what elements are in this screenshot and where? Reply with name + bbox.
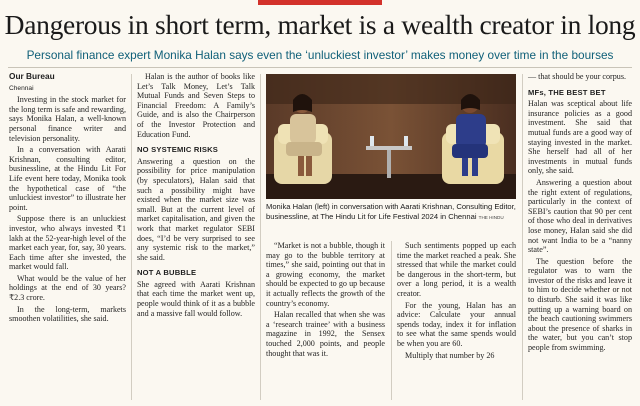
- paragraph: Answering a question about the right extent of regulations, particularly in the context of SEBI’s caution that 90 per cent of those who deal in derivatives lose money, Halan said she did not want India to be a “nanny state”.: [528, 177, 632, 255]
- article-column-5: [528, 72, 632, 353]
- paragraph: “Market is not a bubble, though it may go to the bubble territory at times,” she said, pointing out that in a growing economy, the market should be expected to go up because it actually reflects the growth of the country’s economy.: [266, 241, 385, 308]
- column-divider: [131, 74, 132, 400]
- article-column-1: [9, 72, 126, 324]
- paragraph: Such sentiments popped up each time the market reached a peak. She stressed that while the market could be dangerous in the short-term, but over a long period, it is a wealth creator.: [397, 241, 516, 298]
- paragraph: Suppose there is an unluckiest investor, who always invested ₹1 lakh at the 52-year-high level of the market each year, for, say, 30 years. Each time after she invested, the market would fall.: [9, 214, 126, 272]
- paragraph: Halan is the author of books like Let’s Talk Money, Let’s Talk Mutual Funds and Seven Steps to Financial Freedom: A Family’s Guide, and is also the Chairperson of the Investor Protection and Education Fund.: [137, 72, 255, 139]
- paragraph: The question before the regulator was to warn the investor of the risks and leave it to him to decide whether or not to disturb. She said it was like putting up a warning board on the beach cautioning swimmers about the presence of sharks in the water, but you can’t stop people from swimming.: [528, 256, 632, 353]
- paragraph: For the young, Halan has an advice: Calculate your annual spends today, index it for inflation to see what the same spends would be when you are 60.: [397, 300, 516, 348]
- photo-credit: THE HINDU: [478, 215, 504, 220]
- paragraph: Answering a question on the possibility for price manipulation (by speculators), Halan said that such a possibility might have existed when the market size was small. But at the current level of market capitalisation, and given the work that market regulator SEBI does, “I’d be very surprised to see any systemic risk to the market,” she said.: [137, 156, 255, 262]
- article-column-3: [266, 241, 385, 358]
- paragraph: Multiply that number by 26: [405, 350, 495, 360]
- event-photo: [266, 74, 516, 199]
- article-column-4: [397, 241, 516, 360]
- headline: Dangerous in short term, market is a wealth creator in long: [4, 9, 636, 40]
- paragraph: She agreed with Aarati Krishnan that each time the market went up, people would think of it as a bubble and a massive fall would follow.: [137, 279, 255, 318]
- photo-caption: [266, 202, 516, 223]
- column-divider: [391, 241, 392, 400]
- article-column-2: [137, 72, 255, 318]
- caption-text: Monika Halan (left) in conversation with Aarati Krishnan, Consulting Editor, businessline, at The Hindu Lit for Life Festival 2024 in Chennai: [266, 202, 516, 221]
- accent-bar: [258, 0, 382, 5]
- deck-subheadline: Personal finance expert Monika Halan says even the ‘unluckiest investor’ makes money over time in the bourses: [26, 48, 614, 62]
- subheading: NO SYSTEMIC RISKS: [137, 145, 219, 155]
- paragraph: In the long-term, markets smoothen volatilities, she said.: [9, 304, 126, 324]
- column-divider: [522, 74, 523, 400]
- subheading: NOT A BUBBLE: [137, 268, 197, 278]
- event-photo-illustration: [266, 74, 516, 199]
- paragraph: In a conversation with Aarati Krishnan, consulting editor, businessline, at the Hindu Lit For Life event here today, Monika took the hypothetical case of “the unluckiest investor” to illustrate her point.: [9, 145, 126, 212]
- byline-place: Chennai: [9, 84, 34, 92]
- paragraph: Halan was sceptical about life insurance policies as a good investment. She said that mutual funds are a good way of staying invested in the market. She herself had all of her investments in mutual funds only, she said.: [528, 99, 632, 176]
- paragraph: What would be the value of her holdings at the end of 30 years? ₹2.3 crore.: [9, 273, 126, 303]
- paragraph: Halan recalled that when she was a ‘research trainee’ with a business magazine in 1992, the Sensex touched 2,000 points, and people thought that was it.: [266, 310, 385, 358]
- byline-name: Our Bureau: [9, 71, 55, 81]
- column-divider: [260, 74, 261, 400]
- divider: [8, 67, 632, 68]
- paragraph: Investing in the stock market for the long term is safe and rewarding, says Monika Halan, a well-known personal finance writer and television personality.: [9, 95, 126, 143]
- subheading: MFs, THE BEST BET: [528, 87, 606, 97]
- paragraph: — that should be your corpus.: [528, 72, 627, 81]
